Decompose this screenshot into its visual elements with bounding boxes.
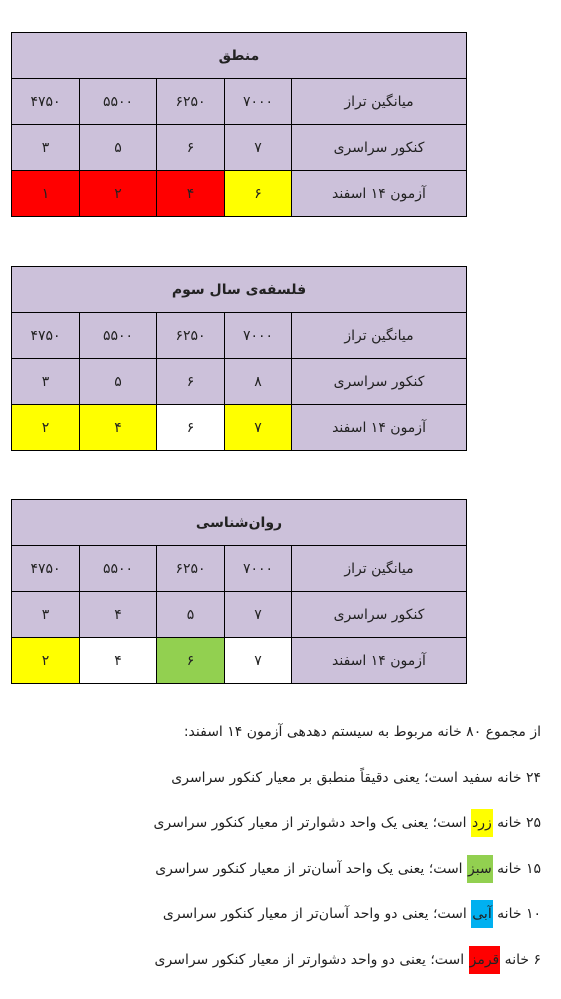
notes-intro: از مجموع ۸۰ خانه مربوط به سیستم دهدهی آزمون ۱۴ اسفند: [183,724,541,740]
table-title: منطق [12,33,467,79]
konkur-cell: ۷ [225,592,292,638]
note-green [20,851,541,897]
note-red-post: است؛ یعنی دو واحد دشوارتر از معیار کنکور سراسری [154,951,469,968]
konkur-cell: ۶ [157,359,225,405]
exam-cell: ۴ [80,405,157,451]
red-highlight: قرمز [469,946,501,974]
header-cell: ۴۷۵۰ [12,79,80,125]
table-ravanshenasi [11,499,467,684]
row-label-exam: آزمون ۱۴ اسفند [292,638,467,684]
table-title: روان‌شناسی [12,500,467,546]
row-label-konkur: کنکور سراسری [292,592,467,638]
note-white-text: ۲۴ خانه سفید است؛ یعنی دقیقاً منطبق بر معیار کنکور سراسری [171,769,541,786]
row-label-avg: میانگین تراز [292,313,467,359]
table-title: فلسفه‌ی سال سوم [12,267,467,313]
row-label-exam: آزمون ۱۴ اسفند [292,171,467,217]
exam-cell: ۴ [157,171,225,217]
header-cell: ۷۰۰۰ [225,79,292,125]
note-red-pre: ۶ خانه [500,951,541,968]
blue-highlight: آبی [471,900,492,928]
note-green-post: است؛ یعنی یک واحد آسان‌تر از معیار کنکور سراسری [155,860,468,877]
header-cell: ۵۵۰۰ [80,546,157,592]
header-cell: ۴۷۵۰ [12,313,80,359]
green-highlight: سبز [467,855,493,883]
header-cell: ۵۵۰۰ [80,313,157,359]
row-label-exam: آزمون ۱۴ اسفند [292,405,467,451]
exam-cell: ۶ [157,405,225,451]
konkur-cell: ۳ [12,359,80,405]
row-label-avg: میانگین تراز [292,79,467,125]
exam-cell: ۴ [80,638,157,684]
konkur-cell: ۴ [80,592,157,638]
note-white [20,760,541,806]
note-blue-post: است؛ یعنی دو واحد آسان‌تر از معیار کنکور سراسری [162,906,472,922]
yellow-highlight: زرد [471,809,493,837]
header-cell: ۷۰۰۰ [225,313,292,359]
row-label-konkur: کنکور سراسری [292,125,467,171]
exam-cell: ۶ [157,638,225,684]
exam-cell: ۷ [225,638,292,684]
header-cell: ۴۷۵۰ [12,546,80,592]
exam-cell: ۲ [12,405,80,451]
header-cell: ۶۲۵۰ [157,313,225,359]
header-cell: ۵۵۰۰ [80,79,157,125]
konkur-cell: ۶ [157,125,225,171]
note-blue-pre: ۱۰ خانه [492,906,541,922]
exam-cell: ۱ [12,171,80,217]
exam-cell: ۲ [80,171,157,217]
row-label-avg: میانگین تراز [292,546,467,592]
note-red [20,942,541,988]
konkur-cell: ۷ [225,125,292,171]
header-cell: ۶۲۵۰ [157,79,225,125]
konkur-cell: ۳ [12,125,80,171]
note-green-pre: ۱۵ خانه [492,860,541,877]
konkur-cell: ۸ [225,359,292,405]
exam-cell: ۶ [225,171,292,217]
exam-cell: ۷ [225,405,292,451]
note-yellow-post: است؛ یعنی یک واحد دشوارتر از معیار کنکور سراسری [153,815,471,831]
header-cell: ۶۲۵۰ [157,546,225,592]
row-label-konkur: کنکور سراسری [292,359,467,405]
exam-cell: ۲ [12,638,80,684]
konkur-cell: ۵ [157,592,225,638]
table-falsafe [11,266,467,451]
konkur-cell: ۵ [80,125,157,171]
note-yellow [20,805,541,851]
konkur-cell: ۵ [80,359,157,405]
legend-notes [20,714,541,987]
table-mantegh [11,32,467,217]
note-yellow-pre: ۲۵ خانه [492,815,541,831]
konkur-cell: ۳ [12,592,80,638]
header-cell: ۷۰۰۰ [225,546,292,592]
note-blue [20,896,541,942]
